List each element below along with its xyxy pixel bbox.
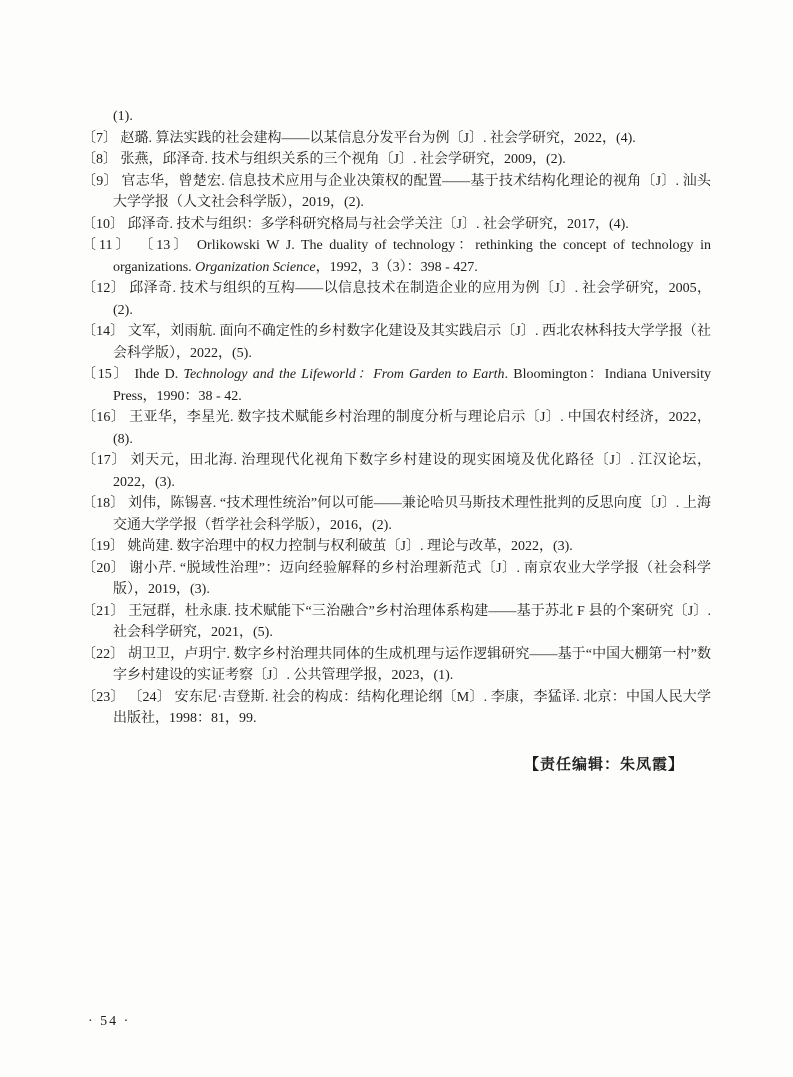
reference-text: ，1992，3（3）：398 - 427. — [315, 259, 478, 275]
reference-label: 〔8〕 — [82, 152, 121, 167]
reference-text: 赵璐. 算法实践的社会建构——以某信息分发平台为例〔J〕. 社会学研究，2022，(4). — [120, 130, 636, 146]
page-number: · 54 · — [88, 1014, 131, 1029]
reference-text: 〔24〕 安东尼·吉登斯. 社会的构成：结构化理论纲〔M〕. 李康，李猛译. 北京：中国人民大学出版社，1998：81，99. — [113, 689, 712, 726]
reference-item — [82, 364, 711, 407]
reference-item — [82, 407, 711, 450]
responsible-editor-note: 【责任编辑：朱凤霞】 — [523, 755, 684, 773]
reference-text: . Bloomington：Indiana University Press，1990：38 - 42. — [113, 367, 711, 404]
reference-label: 〔9〕 — [82, 173, 122, 189]
reference-text: 邱泽奇. 技术与组织的互构——以信息技术在制造企业的应用为例〔J〕. 社会学研究，2005，(2). — [113, 281, 712, 318]
reference-item — [82, 536, 711, 558]
reference-item — [82, 149, 711, 171]
reference-text: 〔13〕 Orlikowski W J. The duality of technology：rethinking the concept of technology in organizations. — [113, 238, 711, 275]
reference-item — [82, 214, 711, 236]
reference-item — [82, 450, 711, 493]
reference-item — [82, 601, 711, 644]
reference-label: 〔19〕 — [82, 539, 128, 554]
reference-text: 文军，刘雨航. 面向不确定性的乡村数字化建设及其实践启示〔J〕. 西北农林科技大学学报（社会科学版），2022，(5). — [113, 324, 712, 361]
reference-item — [82, 278, 711, 321]
reference-text: 胡卫卫，卢玥宁. 数字乡村治理共同体的生成机理与运作逻辑研究——基于“中国大棚第一村”数字乡村建设的实证考察〔J〕. 公共管理学报，2023，(1). — [113, 646, 712, 683]
reference-text: 刘天元，田北海. 治理现代化视角下数字乡村建设的现实困境及优化路径〔J〕. 江汉论坛，2022，(3). — [113, 453, 712, 490]
reference-item — [82, 644, 711, 687]
reference-label: 〔15〕 — [82, 367, 135, 382]
reference-label: 〔18〕 — [82, 496, 128, 511]
reference-text: 邱泽奇. 技术与组织：多学科研究格局与社会学关注〔J〕. 社会学研究，2017，(4). — [127, 216, 629, 232]
reference-text: 谢小芹. “脱域性治理”：迈向经验解释的乡村治理新范式〔J〕. 南京农业大学学报（社会科学版），2019，(3). — [113, 560, 712, 597]
reference-label: 〔7〕 — [82, 130, 121, 146]
reference-text: 王冠群，杜永康. 技术赋能下“三治融合”乡村治理体系构建——基于苏北 F 县的个案研究〔J〕. 社会科学研究，2021，(5). — [113, 603, 711, 640]
reference-text: 王亚华，李星光. 数字技术赋能乡村治理的制度分析与理论启示〔J〕. 中国农村经济，2022，(8). — [113, 410, 711, 447]
reference-item — [82, 687, 711, 730]
reference-item — [82, 321, 711, 364]
reference-label: 〔21〕 — [82, 603, 129, 619]
reference-text: 张燕，邱泽奇. 技术与组织关系的三个视角〔J〕. 社会学研究，2009，(2). — [120, 152, 566, 167]
reference-text: 姚尚建. 数字治理中的权力控制与权利破茧〔J〕. 理论与改革，2022，(3). — [127, 539, 573, 554]
reference-item — [82, 128, 711, 150]
references-section — [82, 106, 711, 775]
reference-text: Ihde D. — [134, 367, 184, 382]
reference-label: 〔11〕 — [82, 238, 140, 253]
reference-item — [82, 493, 711, 536]
reference-label: 〔22〕 — [82, 646, 128, 662]
reference-item — [82, 171, 711, 214]
reference-text: 刘伟，陈锡喜. “技术理性统治”何以可能——兼论哈贝马斯技术理性批判的反思向度〔J〕. 上海交通大学学报（哲学社会科学版），2016，(2). — [113, 496, 712, 533]
reference-label: 〔16〕 — [82, 410, 130, 425]
reference-label: 〔23〕 — [82, 689, 129, 705]
reference-label: 〔20〕 — [82, 560, 130, 576]
reference-text-italic: Technology and the Lifeworld：From Garden to Earth — [183, 367, 505, 382]
reference-label: 〔12〕 — [82, 281, 130, 296]
reference-text: 官志华，曾楚宏. 信息技术应用与企业决策权的配置——基于技术结构化理论的视角〔J〕. 汕头大学学报（人文社会科学版），2019，(2). — [113, 173, 711, 210]
reference-label: 〔10〕 — [82, 216, 128, 232]
reference-label: 〔17〕 — [82, 453, 131, 468]
reference-label: 〔14〕 — [82, 324, 128, 339]
carryover-line: (1). — [113, 109, 133, 124]
reference-text-italic: Organization Science — [195, 259, 316, 275]
reference-item — [82, 558, 711, 601]
reference-item — [82, 235, 711, 278]
reference-list — [82, 128, 711, 730]
